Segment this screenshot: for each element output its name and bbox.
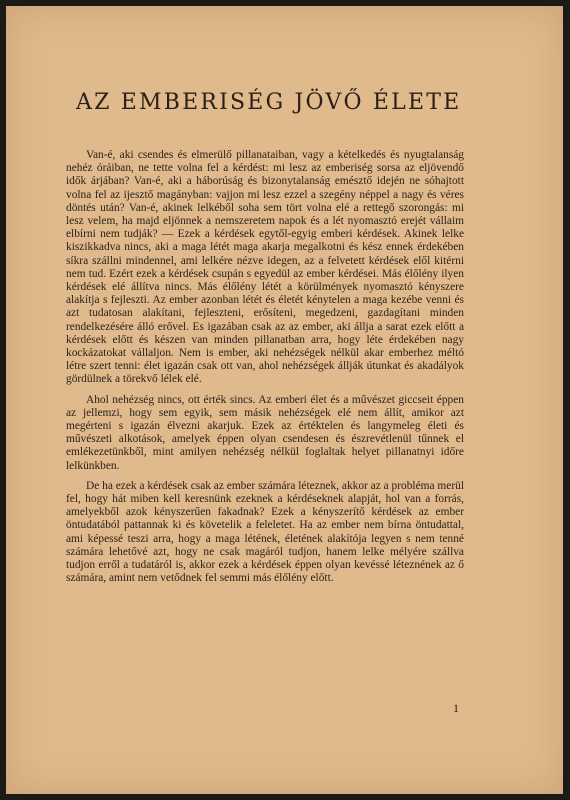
document-title: AZ EMBERISÉG JÖVŐ ÉLETE (76, 90, 462, 115)
page-number: 1 (453, 701, 459, 715)
document-page (6, 6, 563, 794)
document-body (66, 149, 464, 586)
paragraph: De ha ezek a kérdések csak az ember számára léteznek, akkor az a probléma merül fel, hogy hát miben kell keresnünk ezeknek a kérdéseknek alapját, hol van a forrás, amelyekből azok kényszerűen fakadnak? Ezek a kényszerítő kérdések az ember öntudatából pattannak ki és követelik a feleletet. Ha az ember nem bírna öntudattal, ami képessé teszi arra, hogy a maga létének, életének alakítója legyen s nem tenné számára lehetővé azt, hogy ne csak magáról tudjon, hanem lelke mélyére szállva tudjon erről a tudatáról is, akkor ezek a kérdések éppen olyan kevéssé léteznének az ő számára, amint nem vetődnek fel semmi más élőlény előtt. (66, 479, 464, 585)
paragraph: Ahol nehézség nincs, ott érték sincs. Az emberi élet és a művészet giccseit éppen az jellemzi, hogy sem egyik, sem másik nehézségek elé nem állít, amikor azt megérteni s igazán élvezni akarjuk. Ezek az értéktelen és langymeleg életi és művészeti alkotások, amelyek éppen olyan csendesen és észrevétlenül tűnnek el emlékezetünkből, mint amilyen nehézség nélkül foglaltak helyet pillanatnyi időre lelkünkben. (66, 393, 464, 472)
paragraph: Van-é, aki csendes és elmerülő pillanataiban, vagy a kételkedés és nyugtalanság nehéz óráiban, ne tette volna fel a kérdést: mi lesz az emberiség sorsa az eljövendő idők árjában? Van-é, aki a háborúság és bizonytalanság emésztő idején ne sóhajtott volna fel az ijesztő magányban: vajjon mi lesz ezzel a szegény néppel a nagy és véres döntés után? Van-é, akinek lelkéből soha sem tört volna elé a rettegő szorongás: mi lesz velem, ha majd eljönnek a nemszeretem napok és a lét nyomasztó erejét vállaim elbírni nem tudják? — Ezek a kérdések egytől-egyig emberi kérdések. Akinek lelke kiszikkadva nincs, aki a maga létét maga akarja megalkotni és kész ennek érdekében síkra szállni mindennel, ami lelkére nézve idegen, az a felvetett kérdések elől kitérni nem tud. Ezért ezek a kérdések csupán s egyedül az ember kérdései. Más élőlény ilyen kérdések elé állítva nincs. Más élőlény létét a körülmények nyomasztó kényszere alakítja s fejleszti. Az ember azonban létét és életét kénytelen a maga kezébe venni és azt tudatosan alakítani, fejleszteni, erősíteni, megedzeni, gazdagítani minden rendelkezésére álló erővel. Es igazában csak az az ember, aki állja a sarat ezek előtt a kérdések előtt és készen van minden pillanatban arra, hogy léte érdekében nagy kockázatokat vállaljon. Nem is ember, aki nehézségek nélkül akar emberhez méltó létre szert tenni: élet igazán csak ott van, ahol nehézségek állják útunkat és akadályok gördülnek a törekvő lélek elé. (66, 149, 464, 386)
